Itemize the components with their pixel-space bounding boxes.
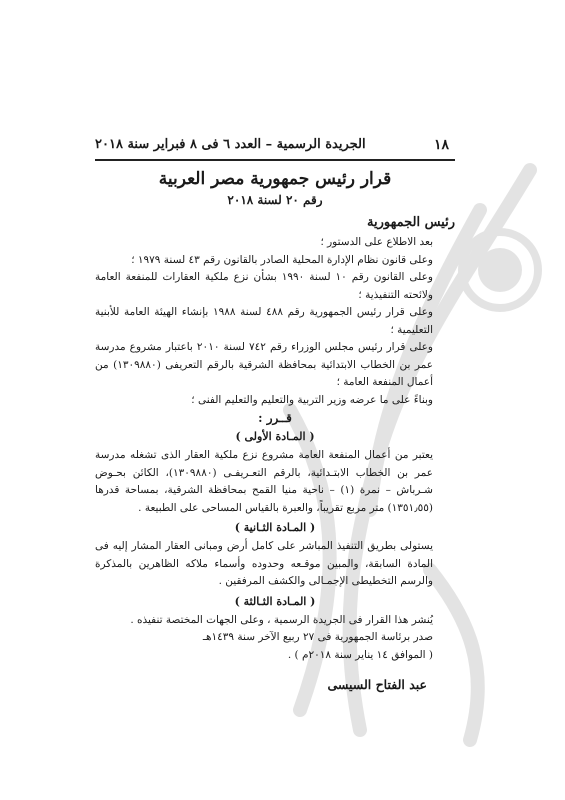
preamble-clause: وبناءً على ما عرضه وزير التربية والتعليم والتعليم الفنى ؛ xyxy=(191,393,433,406)
article-heading: ( المـادة الثـانية ) xyxy=(234,521,316,534)
preamble-clause: وعلى قانون نظام الإدارة المحلية الصادر بالقانون رقم ٤٣ لسنة ١٩٧٩ ؛ xyxy=(131,253,433,266)
preamble-clause: وعلى قرار رئيس مجلس الوزراء رقم ٧٤٢ لسنة ٢٠١٠ باعتبار مشروع مدرسة عمر بن الخطاب الابتدائية بمحافظة الشرقية بالرقم التعريفى (١٣٠٩٨٨٠) من أعمال المنفعة العامة ؛ xyxy=(95,341,434,388)
issued-date-gregorian: ( الموافق ١٤ يناير سنة ٢٠١٨م ) . xyxy=(287,648,433,661)
issued-date-hijri: صدر برئاسة الجمهورية فى ٢٧ ربيع الآخر سنة ١٤٣٩هـ xyxy=(202,631,433,643)
decree-number: رقم ٢٠ لسنة ٢٠١٨ xyxy=(227,193,323,207)
header-rule xyxy=(95,159,455,161)
decree-title: قرار رئيس جمهورية مصر العربية xyxy=(158,169,392,189)
page-number: ١٨ xyxy=(433,137,449,153)
president-signature: عبد الفتاح السيسى xyxy=(327,677,427,692)
article-heading: ( المـادة الثـالثة ) xyxy=(234,594,316,608)
article-text: يُنشر هذا القرار فى الجريدة الرسمية ، وعلى الجهات المختصة تنفيذه . xyxy=(130,613,433,626)
decree-body xyxy=(95,168,455,694)
issuer-heading: رئيس الجمهورية xyxy=(367,215,455,230)
preamble-clause: وعلى قرار رئيس الجمهورية رقم ٤٨٨ لسنة ١٩٨٨ بإنشاء الهيئة العامة للأبنية التعليمية ؛ xyxy=(95,306,433,336)
article-text: يستولى بطريق التنفيذ المباشر على كامل أرض ومبانى العقار المشار إليه فى المادة السابقة، والمبين موقـعه وحدوده وأسماء ملاكه الظاهرين بالمذكرة والرسم التخطيطى الإجمـالى والكشف المرفقين . xyxy=(95,540,433,587)
decided-heading: قــرر : xyxy=(258,411,292,425)
preamble-clause: وعلى القانون رقم ١٠ لسنة ١٩٩٠ بشأن نزع ملكية العقارات للمنفعة العامة ولائحته التنفيذية ؛ xyxy=(95,271,433,301)
page-header xyxy=(95,135,455,161)
article-text: يعتبر من أعمال المنفعة العامة مشروع نزع ملكية العقار الذى تشغله مدرسة عمر بن الخطاب الابتـدائية، بالرقم التعـريفـى (١٣٠٩٨٨٠)، الكائن بحـوض شـرباش – نمرة (١) – ناحية منيا القمح بمحافظة الشرقية، بمساحة قدرها (١٣٥١٫٥٥) متر مربع تقريباً، والعبرة بالقياس المساحى على الطبيعة . xyxy=(95,449,433,514)
gazette-issue-title: الجريدة الرسمية – العدد ٦ فى ٨ فبراير سنة ٢٠١٨ xyxy=(95,137,366,152)
preamble-clause: بعد الاطلاع على الدستور ؛ xyxy=(320,236,433,248)
article-heading: ( المـادة الأولى ) xyxy=(235,430,315,443)
